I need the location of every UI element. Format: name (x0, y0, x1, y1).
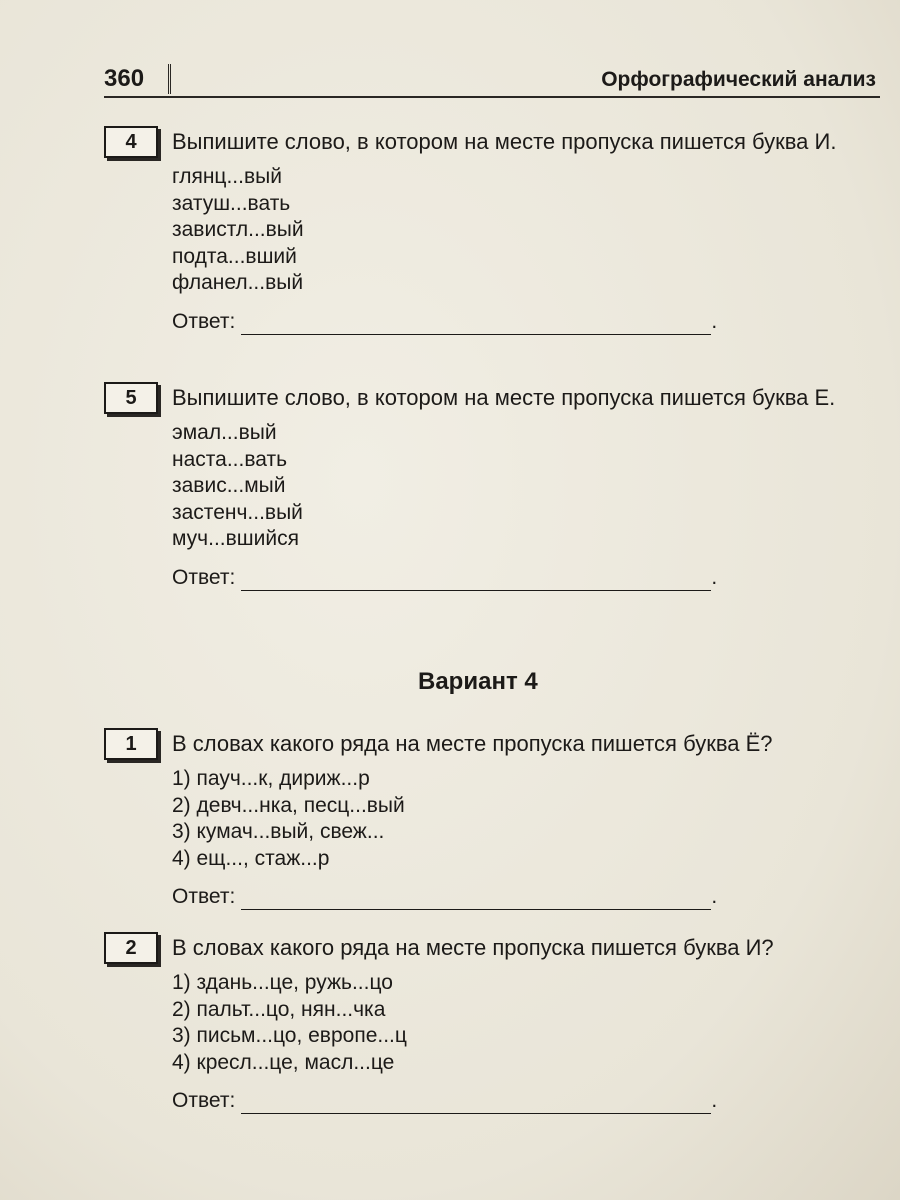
page-number: 360 (104, 64, 171, 94)
word-list (172, 420, 884, 553)
answer-row: Ответ: . (172, 885, 718, 908)
word-item: застенч...вый (172, 500, 303, 524)
option-item: 3) письм...цо, европе...ц (172, 1024, 407, 1047)
option-item: 2) девч...нка, песц...вый (172, 793, 405, 817)
answer-line[interactable] (241, 889, 711, 910)
answer-line[interactable] (241, 314, 711, 335)
answer-label: Ответ: (172, 885, 236, 908)
task-question: Выпишите слово, в котором на месте пропуска пишется буква Е. (172, 385, 836, 410)
word-item: затуш...вать (172, 191, 291, 215)
task-number-box: 5 (104, 382, 158, 414)
word-item: глянц...вый (172, 165, 282, 188)
variant-task-1 (172, 730, 884, 910)
option-list (172, 970, 884, 1076)
option-list (172, 766, 884, 872)
answer-row: Ответ: . (172, 309, 718, 333)
task-5 (172, 384, 884, 591)
word-item: завистл...вый (172, 218, 304, 241)
word-list (172, 164, 884, 297)
word-item: подта...вший (172, 244, 297, 268)
variant-task-2 (172, 934, 884, 1114)
answer-label: Ответ: (172, 309, 236, 333)
option-item: 4) кресл...це, масл...це (172, 1050, 395, 1074)
answer-label: Ответ: (172, 1089, 236, 1112)
option-item: 4) ещ..., стаж...р (172, 846, 330, 870)
option-item: 2) пальт...цо, нян...чка (172, 997, 386, 1021)
word-item: муч...вшийся (172, 527, 299, 550)
task-number-box: 1 (104, 728, 158, 760)
option-item: 3) кумач...вый, свеж... (172, 820, 385, 843)
option-item: 1) здань...це, ружь...цо (172, 971, 393, 994)
word-item: эмал...вый (172, 421, 277, 444)
variant-heading: Вариант 4 (418, 668, 538, 695)
task-question: Выпишите слово, в котором на месте пропуска пишется буква И. (172, 129, 837, 154)
page-header (104, 62, 880, 98)
word-item: завис...мый (172, 474, 286, 497)
task-number-box: 2 (104, 932, 158, 964)
answer-row: Ответ: . (172, 565, 718, 589)
option-item: 1) пауч...к, дириж...р (172, 767, 370, 790)
section-title: Орфографический анализ (601, 68, 876, 91)
answer-label: Ответ: (172, 565, 236, 589)
task-question: В словах какого ряда на месте пропуска пишется буква Ё? (172, 731, 773, 756)
word-item: фланел...вый (172, 271, 304, 294)
answer-line[interactable] (241, 570, 711, 591)
task-question: В словах какого ряда на месте пропуска пишется буква И? (172, 935, 774, 960)
task-4 (172, 128, 884, 335)
word-item: наста...вать (172, 447, 288, 471)
answer-line[interactable] (241, 1093, 711, 1114)
answer-row: Ответ: . (172, 1089, 718, 1112)
task-number-box: 4 (104, 126, 158, 158)
